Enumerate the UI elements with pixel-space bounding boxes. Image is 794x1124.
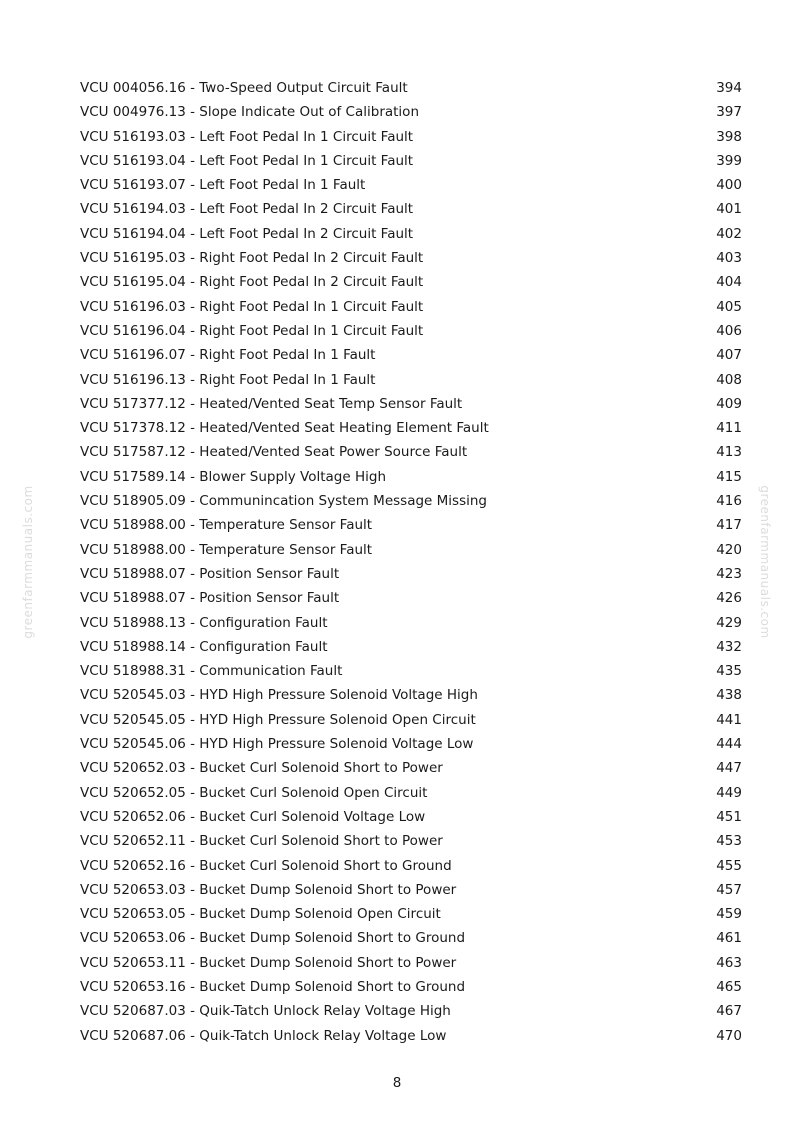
toc-entry[interactable] — [80, 246, 742, 270]
toc-entry-page: 407 — [716, 347, 742, 364]
toc-entry-title: VCU 516196.07 - Right Foot Pedal In 1 Fault — [80, 347, 376, 364]
toc-entry-page: 465 — [716, 978, 742, 995]
toc-entry[interactable] — [80, 999, 742, 1023]
toc-entry-page: 394 — [716, 80, 742, 96]
toc-entry-page: 470 — [716, 1027, 742, 1044]
table-of-contents — [80, 76, 742, 1048]
toc-entry[interactable] — [80, 829, 742, 853]
toc-entry-page: 399 — [716, 152, 742, 169]
toc-entry-page: 435 — [716, 663, 742, 680]
toc-entry-page: 404 — [716, 274, 742, 291]
toc-entry-page: 447 — [716, 760, 742, 777]
toc-entry-title: VCU 516194.04 - Left Foot Pedal In 2 Circuit Fault — [80, 225, 414, 242]
toc-entry-page: 415 — [716, 468, 742, 485]
toc-entry-title: VCU 520652.06 - Bucket Curl Solenoid Voltage Low — [80, 808, 426, 825]
toc-entry-title: VCU 520652.11 - Bucket Curl Solenoid Short to Power — [80, 833, 443, 850]
toc-entry-title: VCU 517378.12 - Heated/Vented Seat Heating Element Fault — [80, 420, 489, 437]
toc-entry-title: VCU 516193.04 - Left Foot Pedal In 1 Circuit Fault — [80, 152, 414, 169]
toc-entry-page: 457 — [716, 881, 742, 898]
toc-entry-title: VCU 520545.03 - HYD High Pressure Solenoid Voltage High — [80, 687, 478, 704]
toc-entry-title: VCU 516193.03 - Left Foot Pedal In 1 Circuit Fault — [80, 128, 414, 145]
toc-entry-title: VCU 520653.03 - Bucket Dump Solenoid Short to Power — [80, 881, 457, 898]
toc-entry[interactable] — [80, 756, 742, 780]
toc-entry[interactable] — [80, 197, 742, 221]
toc-entry-page: 426 — [716, 590, 742, 607]
toc-entry-title: VCU 516196.13 - Right Foot Pedal In 1 Fault — [80, 371, 376, 388]
toc-entry-page: 416 — [716, 493, 742, 510]
toc-entry[interactable] — [80, 975, 742, 999]
toc-entry-page: 411 — [716, 420, 742, 437]
toc-entry-title: VCU 516195.03 - Right Foot Pedal In 2 Circuit Fault — [80, 250, 424, 267]
toc-entry-title: VCU 516196.04 - Right Foot Pedal In 1 Circuit Fault — [80, 322, 424, 339]
toc-entry[interactable] — [80, 100, 742, 124]
toc-entry-title: VCU 518905.09 - Communincation System Message Missing — [80, 493, 487, 510]
toc-entry-title: VCU 520545.05 - HYD High Pressure Solenoid Open Circuit — [80, 711, 476, 728]
toc-entry-title: VCU 520653.06 - Bucket Dump Solenoid Short to Ground — [80, 930, 466, 947]
toc-entry[interactable] — [80, 708, 742, 732]
toc-entry-title: VCU 520653.05 - Bucket Dump Solenoid Open Circuit — [80, 906, 441, 923]
toc-entry[interactable] — [80, 805, 742, 829]
toc-entry[interactable] — [80, 416, 742, 440]
toc-entry-title: VCU 516196.03 - Right Foot Pedal In 1 Circuit Fault — [80, 298, 424, 315]
toc-entry[interactable] — [80, 173, 742, 197]
toc-entry[interactable] — [80, 902, 742, 926]
toc-entry[interactable] — [80, 1024, 742, 1048]
toc-entry[interactable] — [80, 465, 742, 489]
toc-entry[interactable] — [80, 951, 742, 975]
toc-entry-title: VCU 520652.16 - Bucket Curl Solenoid Short to Ground — [80, 857, 452, 874]
toc-entry-title: VCU 520652.03 - Bucket Curl Solenoid Short to Power — [80, 760, 443, 777]
toc-entry-page: 455 — [716, 857, 742, 874]
toc-entry[interactable] — [80, 659, 742, 683]
toc-entry[interactable] — [80, 489, 742, 513]
toc-entry-page: 461 — [716, 930, 742, 947]
toc-entry-page: 453 — [716, 833, 742, 850]
toc-entry-title: VCU 520653.11 - Bucket Dump Solenoid Short to Power — [80, 954, 457, 971]
toc-entry[interactable] — [80, 611, 742, 635]
toc-entry-page: 408 — [716, 371, 742, 388]
toc-entry-page: 403 — [716, 250, 742, 267]
toc-entry[interactable] — [80, 295, 742, 319]
toc-entry-page: 402 — [716, 225, 742, 242]
page-number: 8 — [392, 1075, 402, 1091]
toc-entry-page: 451 — [716, 808, 742, 825]
toc-entry-title: VCU 516193.07 - Left Foot Pedal In 1 Fault — [80, 177, 366, 194]
toc-entry-page: 429 — [716, 614, 742, 631]
toc-entry-title: VCU 520687.03 - Quik-Tatch Unlock Relay Voltage High — [80, 1003, 451, 1020]
toc-entry-page: 449 — [716, 784, 742, 801]
toc-entry-page: 417 — [716, 517, 742, 534]
toc-entry-page: 420 — [716, 541, 742, 558]
toc-entry[interactable] — [80, 270, 742, 294]
toc-entry[interactable] — [80, 392, 742, 416]
toc-entry-title: VCU 520545.06 - HYD High Pressure Solenoid Voltage Low — [80, 736, 474, 753]
toc-entry-page: 409 — [716, 395, 742, 412]
toc-entry-title: VCU 518988.00 - Temperature Sensor Fault — [80, 541, 373, 558]
toc-entry-page: 401 — [716, 201, 742, 218]
toc-entry[interactable] — [80, 562, 742, 586]
toc-entry-page: 398 — [716, 128, 742, 145]
toc-entry-title: VCU 516195.04 - Right Foot Pedal In 2 Circuit Fault — [80, 274, 424, 291]
toc-entry[interactable] — [80, 878, 742, 902]
toc-entry-page: 400 — [716, 177, 742, 194]
toc-entry[interactable] — [80, 319, 742, 343]
toc-entry-title: VCU 516194.03 - Left Foot Pedal In 2 Circuit Fault — [80, 201, 414, 218]
toc-entry-title: VCU 518988.07 - Position Sensor Fault — [80, 590, 340, 607]
toc-entry-page: 406 — [716, 322, 742, 339]
toc-entry[interactable] — [80, 683, 742, 707]
toc-entry-page: 444 — [716, 736, 742, 753]
toc-entry-title: VCU 518988.14 - Configuration Fault — [80, 638, 328, 655]
toc-entry[interactable] — [80, 635, 742, 659]
toc-entry[interactable] — [80, 125, 742, 149]
toc-entry[interactable] — [80, 76, 742, 100]
toc-entry[interactable] — [80, 222, 742, 246]
toc-entry-title: VCU 518988.13 - Configuration Fault — [80, 614, 328, 631]
watermark-right: greenfarmmanuals.com — [758, 485, 772, 639]
toc-entry-page: 423 — [716, 565, 742, 582]
toc-entry-title: VCU 004976.13 - Slope Indicate Out of Calibration — [80, 104, 420, 121]
toc-entry[interactable] — [80, 854, 742, 878]
toc-entry-title: VCU 004056.16 - Two-Speed Output Circuit Fault — [80, 80, 408, 96]
toc-entry-title: VCU 518988.07 - Position Sensor Fault — [80, 565, 340, 582]
toc-entry[interactable] — [80, 513, 742, 537]
watermark-left: greenfarmmanuals.com — [21, 485, 35, 639]
toc-entry[interactable] — [80, 732, 742, 756]
toc-entry-page: 438 — [716, 687, 742, 704]
toc-entry-page: 405 — [716, 298, 742, 315]
toc-entry-title: VCU 517589.14 - Blower Supply Voltage High — [80, 468, 387, 485]
toc-entry-title: VCU 520687.06 - Quik-Tatch Unlock Relay Voltage Low — [80, 1027, 447, 1044]
toc-entry[interactable] — [80, 586, 742, 610]
toc-entry-page: 467 — [716, 1003, 742, 1020]
toc-entry[interactable] — [80, 781, 742, 805]
toc-entry-title: VCU 518988.31 - Communication Fault — [80, 663, 343, 680]
toc-entry-page: 413 — [716, 444, 742, 461]
toc-entry[interactable] — [80, 926, 742, 950]
toc-entry[interactable] — [80, 149, 742, 173]
toc-entry-title: VCU 518988.00 - Temperature Sensor Fault — [80, 517, 373, 534]
toc-entry-title: VCU 517587.12 - Heated/Vented Seat Power Source Fault — [80, 444, 468, 461]
toc-entry-title: VCU 520652.05 - Bucket Curl Solenoid Open Circuit — [80, 784, 428, 801]
toc-entry-page: 441 — [716, 711, 742, 728]
toc-entry-page: 397 — [716, 104, 742, 121]
toc-entry-title: VCU 520653.16 - Bucket Dump Solenoid Short to Ground — [80, 978, 466, 995]
toc-entry-page: 459 — [716, 906, 742, 923]
toc-entry[interactable] — [80, 368, 742, 392]
toc-entry[interactable] — [80, 538, 742, 562]
toc-entry[interactable] — [80, 343, 742, 367]
toc-entry-page: 463 — [716, 954, 742, 971]
toc-entry-page: 432 — [716, 638, 742, 655]
toc-entry[interactable] — [80, 440, 742, 464]
toc-entry-title: VCU 517377.12 - Heated/Vented Seat Temp Sensor Fault — [80, 395, 463, 412]
